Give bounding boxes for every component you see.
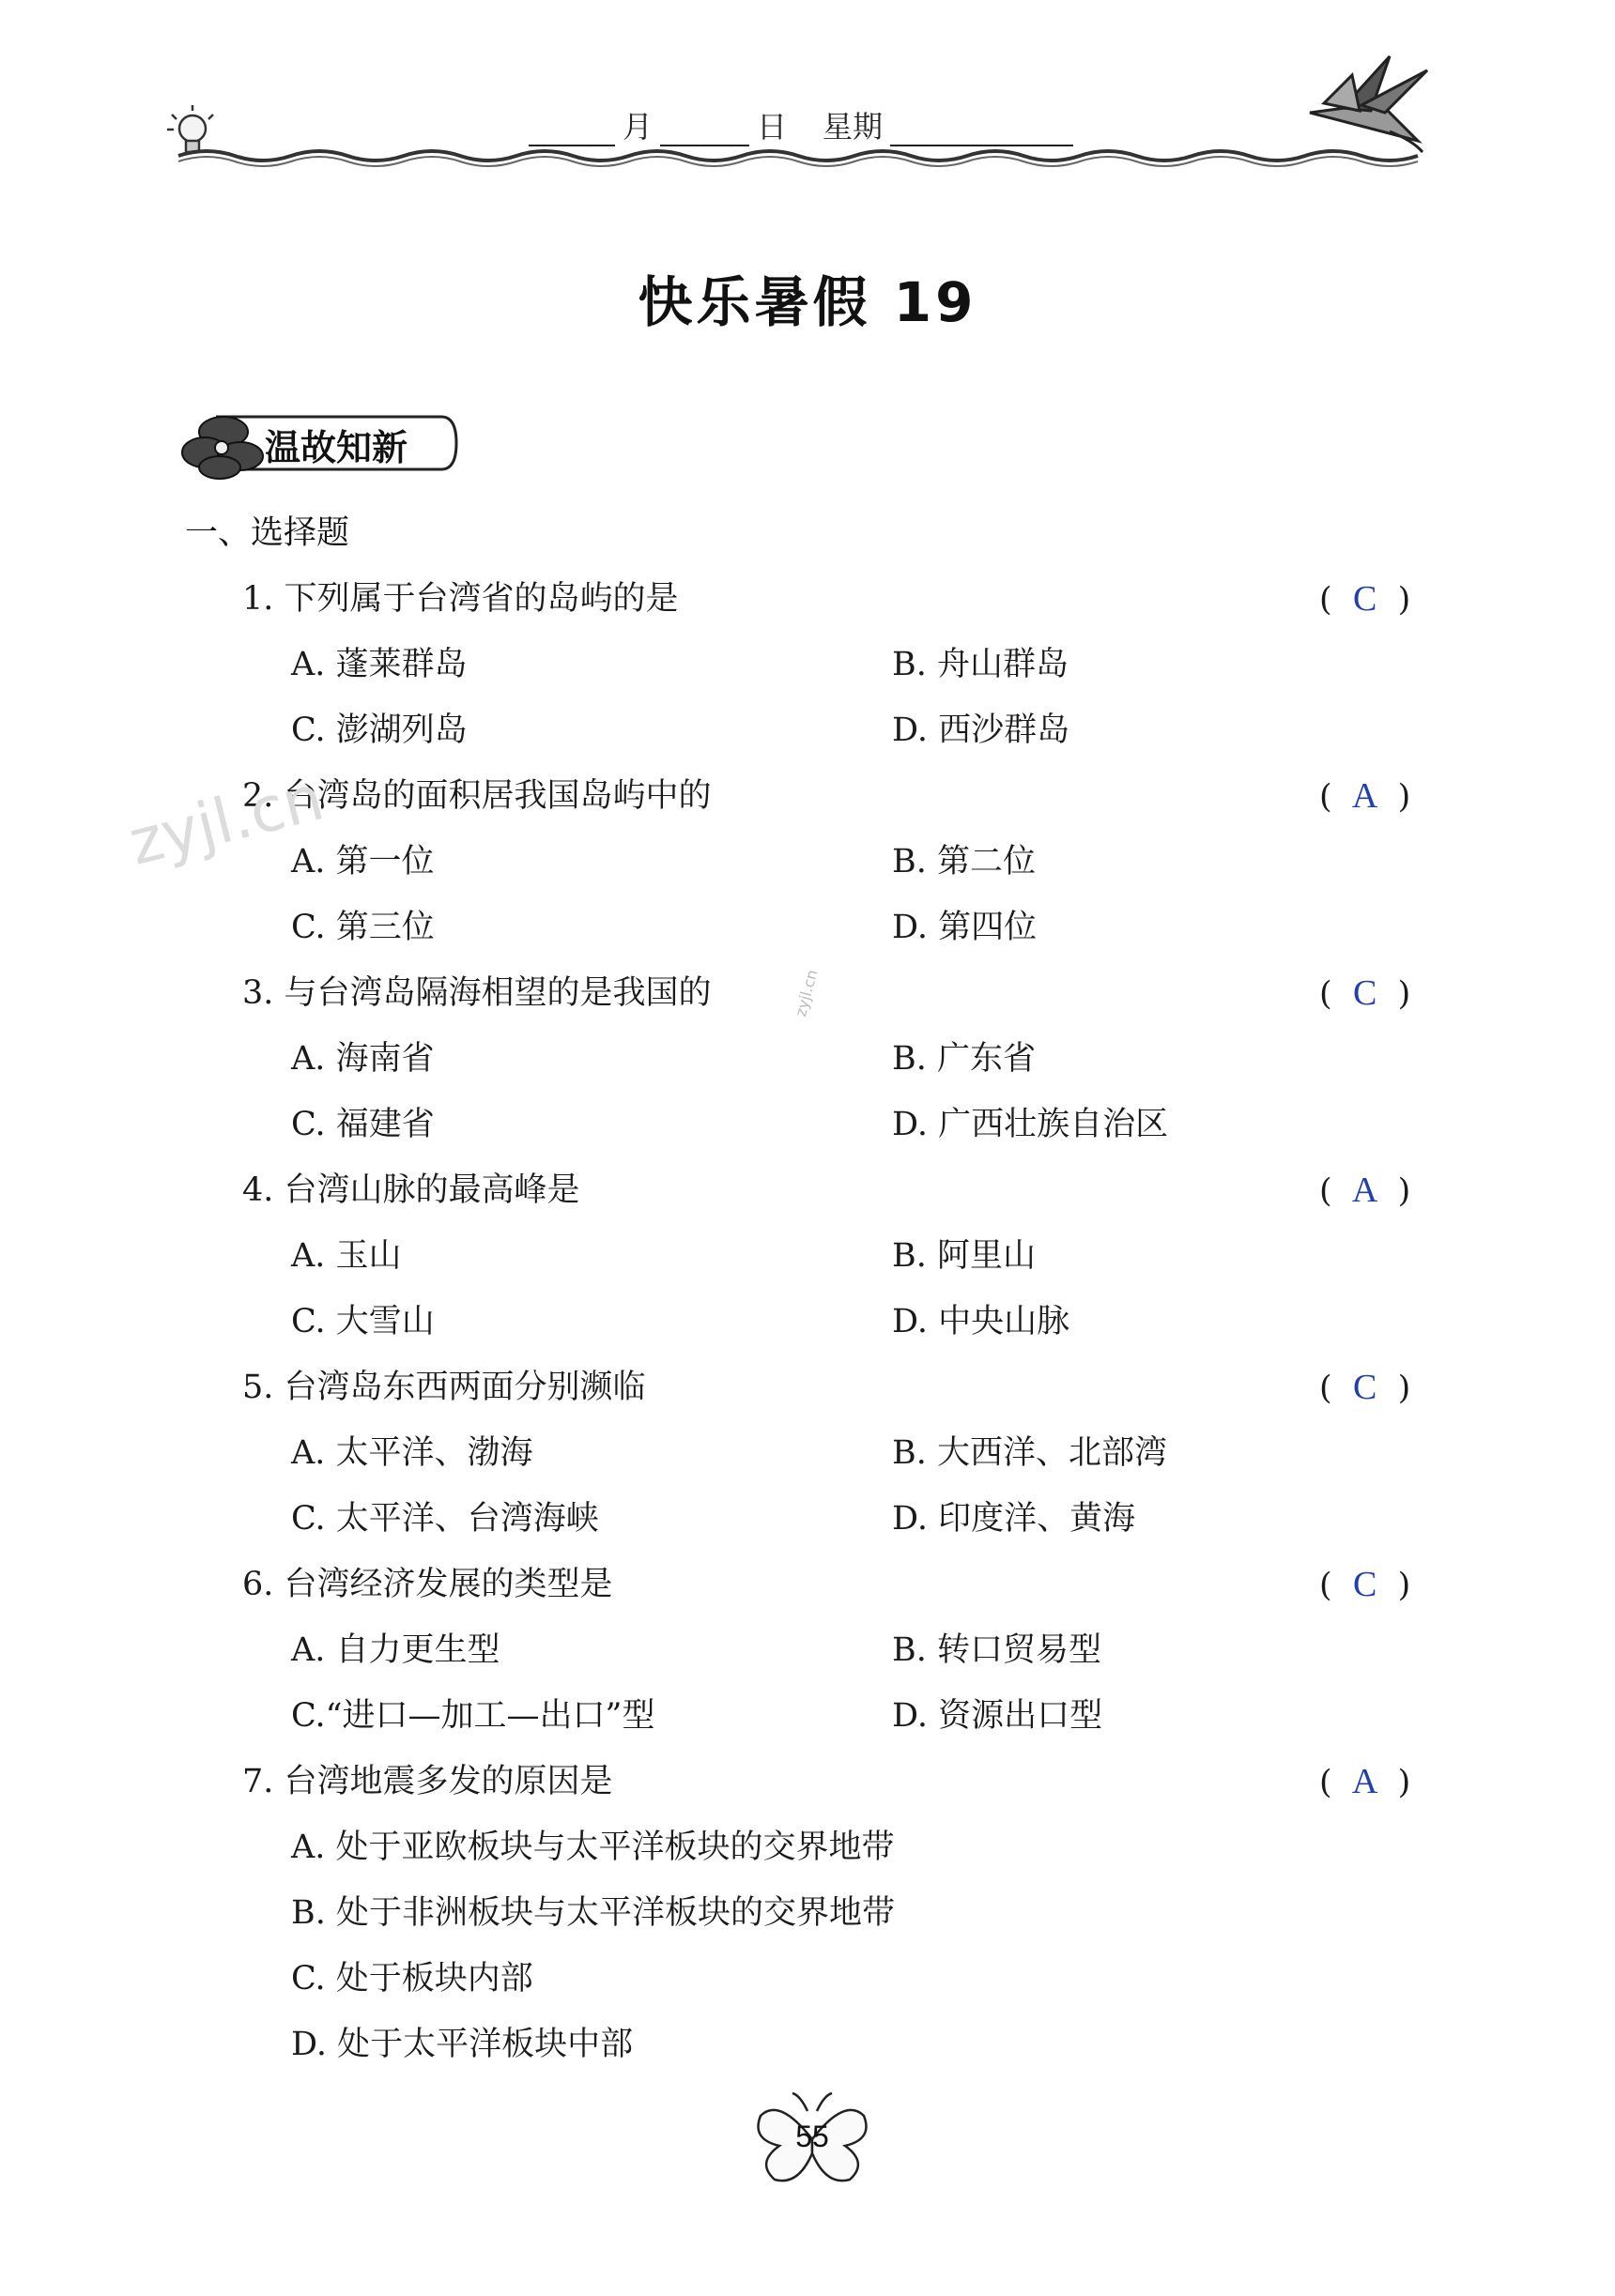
day-label: 日 xyxy=(757,109,788,145)
option-c: C. 处于板块内部 xyxy=(291,1960,533,1998)
option-c: C. 大雪山 xyxy=(291,1303,435,1340)
answer-paren-open: ( xyxy=(1319,1567,1332,1604)
question-stem: 2. 台湾岛的面积居我国岛屿中的 xyxy=(242,777,712,815)
option-d: D. 西沙群岛 xyxy=(892,712,1070,749)
option-d: D. 中央山脉 xyxy=(892,1303,1070,1340)
lightbulb-icon xyxy=(167,105,213,152)
answer-letter: C xyxy=(1352,1565,1377,1604)
answer-paren-open: ( xyxy=(1319,1764,1332,1801)
question-stem: 7. 台湾地震多发的原因是 xyxy=(242,1763,613,1800)
option-b: B. 第二位 xyxy=(892,843,1036,880)
day-blank[interactable] xyxy=(660,116,749,146)
hibiscus-flower-icon xyxy=(182,417,263,479)
answer-letter: C xyxy=(1352,1368,1377,1407)
answer-paren-close: ) xyxy=(1397,1567,1411,1604)
option-c: C. 第三位 xyxy=(291,909,435,946)
question-stem: 4. 台湾山脉的最高峰是 xyxy=(242,1171,580,1209)
question-stem: 6. 台湾经济发展的类型是 xyxy=(242,1566,613,1603)
option-a: A. 海南省 xyxy=(291,1040,435,1078)
option-d: D. 广西壮族自治区 xyxy=(892,1106,1169,1143)
option-d: D. 处于太平洋板块中部 xyxy=(291,2026,634,2063)
answer-paren-open: ( xyxy=(1319,975,1332,1013)
part-title: 一、选择题 xyxy=(185,514,350,552)
option-d: D. 资源出口型 xyxy=(892,1697,1103,1735)
answer-letter: A xyxy=(1351,776,1378,816)
watermark-small: zyjl.cn xyxy=(792,967,822,1018)
option-c: C. 太平洋、台湾海峡 xyxy=(291,1500,599,1538)
answer-paren-open: ( xyxy=(1319,778,1332,816)
answer-bracket xyxy=(1319,974,1410,1013)
answer-paren-close: ) xyxy=(1397,778,1411,816)
month-label: 月 xyxy=(623,109,654,145)
answer-paren-close: ) xyxy=(1397,1764,1411,1801)
option-c: C.“进口—加工—出口”型 xyxy=(291,1697,655,1735)
section-badge-label: 温故知新 xyxy=(265,427,408,468)
watermark: zyjl.cn xyxy=(122,761,331,880)
option-b: B. 处于非洲板块与太平洋板块的交界地带 xyxy=(291,1894,895,1932)
option-a: A. 太平洋、渤海 xyxy=(291,1434,533,1472)
question-stem: 5. 台湾岛东西两面分别濒临 xyxy=(242,1369,646,1406)
answer-paren-open: ( xyxy=(1319,581,1332,619)
answer-bracket xyxy=(1319,580,1410,619)
weekday-blank[interactable] xyxy=(890,116,1073,146)
answer-letter: C xyxy=(1352,973,1377,1013)
answer-bracket xyxy=(1319,777,1410,816)
option-a: A. 玉山 xyxy=(291,1237,402,1275)
answer-paren-close: ) xyxy=(1397,1370,1411,1407)
answer-paren-close: ) xyxy=(1397,581,1411,619)
answer-bracket xyxy=(1319,1566,1410,1604)
option-d: D. 第四位 xyxy=(892,909,1038,946)
answer-paren-close: ) xyxy=(1397,1172,1411,1210)
answer-paren-close: ) xyxy=(1397,975,1411,1013)
option-b: B. 阿里山 xyxy=(892,1237,1036,1275)
answer-letter: A xyxy=(1351,1762,1378,1801)
question-stem: 3. 与台湾岛隔海相望的是我国的 xyxy=(242,974,712,1012)
option-b: B. 广东省 xyxy=(892,1040,1036,1078)
option-b: B. 舟山群岛 xyxy=(892,646,1069,683)
answer-paren-open: ( xyxy=(1319,1370,1332,1407)
month-blank[interactable] xyxy=(529,116,615,146)
option-c: C. 福建省 xyxy=(291,1106,435,1143)
question-stem: 1. 下列属于台湾省的岛屿的是 xyxy=(242,580,679,618)
option-a: A. 蓬莱群岛 xyxy=(291,646,468,683)
answer-bracket xyxy=(1319,1171,1410,1210)
answer-paren-open: ( xyxy=(1319,1172,1332,1210)
option-b: B. 大西洋、北部湾 xyxy=(892,1434,1167,1472)
option-d: D. 印度洋、黄海 xyxy=(892,1500,1136,1538)
answer-letter: C xyxy=(1352,579,1377,619)
page-title: 快乐暑假 19 xyxy=(638,270,977,334)
date-line xyxy=(521,103,1081,146)
answer-bracket xyxy=(1319,1369,1410,1407)
header-decoration xyxy=(0,0,1615,188)
wavy-rope-line xyxy=(178,151,1418,161)
option-c: C. 澎湖列岛 xyxy=(291,712,468,749)
option-a: A. 处于亚欧板块与太平洋板块的交界地带 xyxy=(291,1829,895,1866)
flower-decoration-icon xyxy=(1310,56,1427,152)
answer-letter: A xyxy=(1351,1171,1378,1210)
option-a: A. 自力更生型 xyxy=(291,1631,500,1669)
weekday-label: 星期 xyxy=(823,109,884,145)
page-number: 55 xyxy=(795,2120,829,2153)
option-a: A. 第一位 xyxy=(291,843,435,880)
answer-bracket xyxy=(1319,1763,1410,1801)
option-b: B. 转口贸易型 xyxy=(892,1631,1101,1669)
